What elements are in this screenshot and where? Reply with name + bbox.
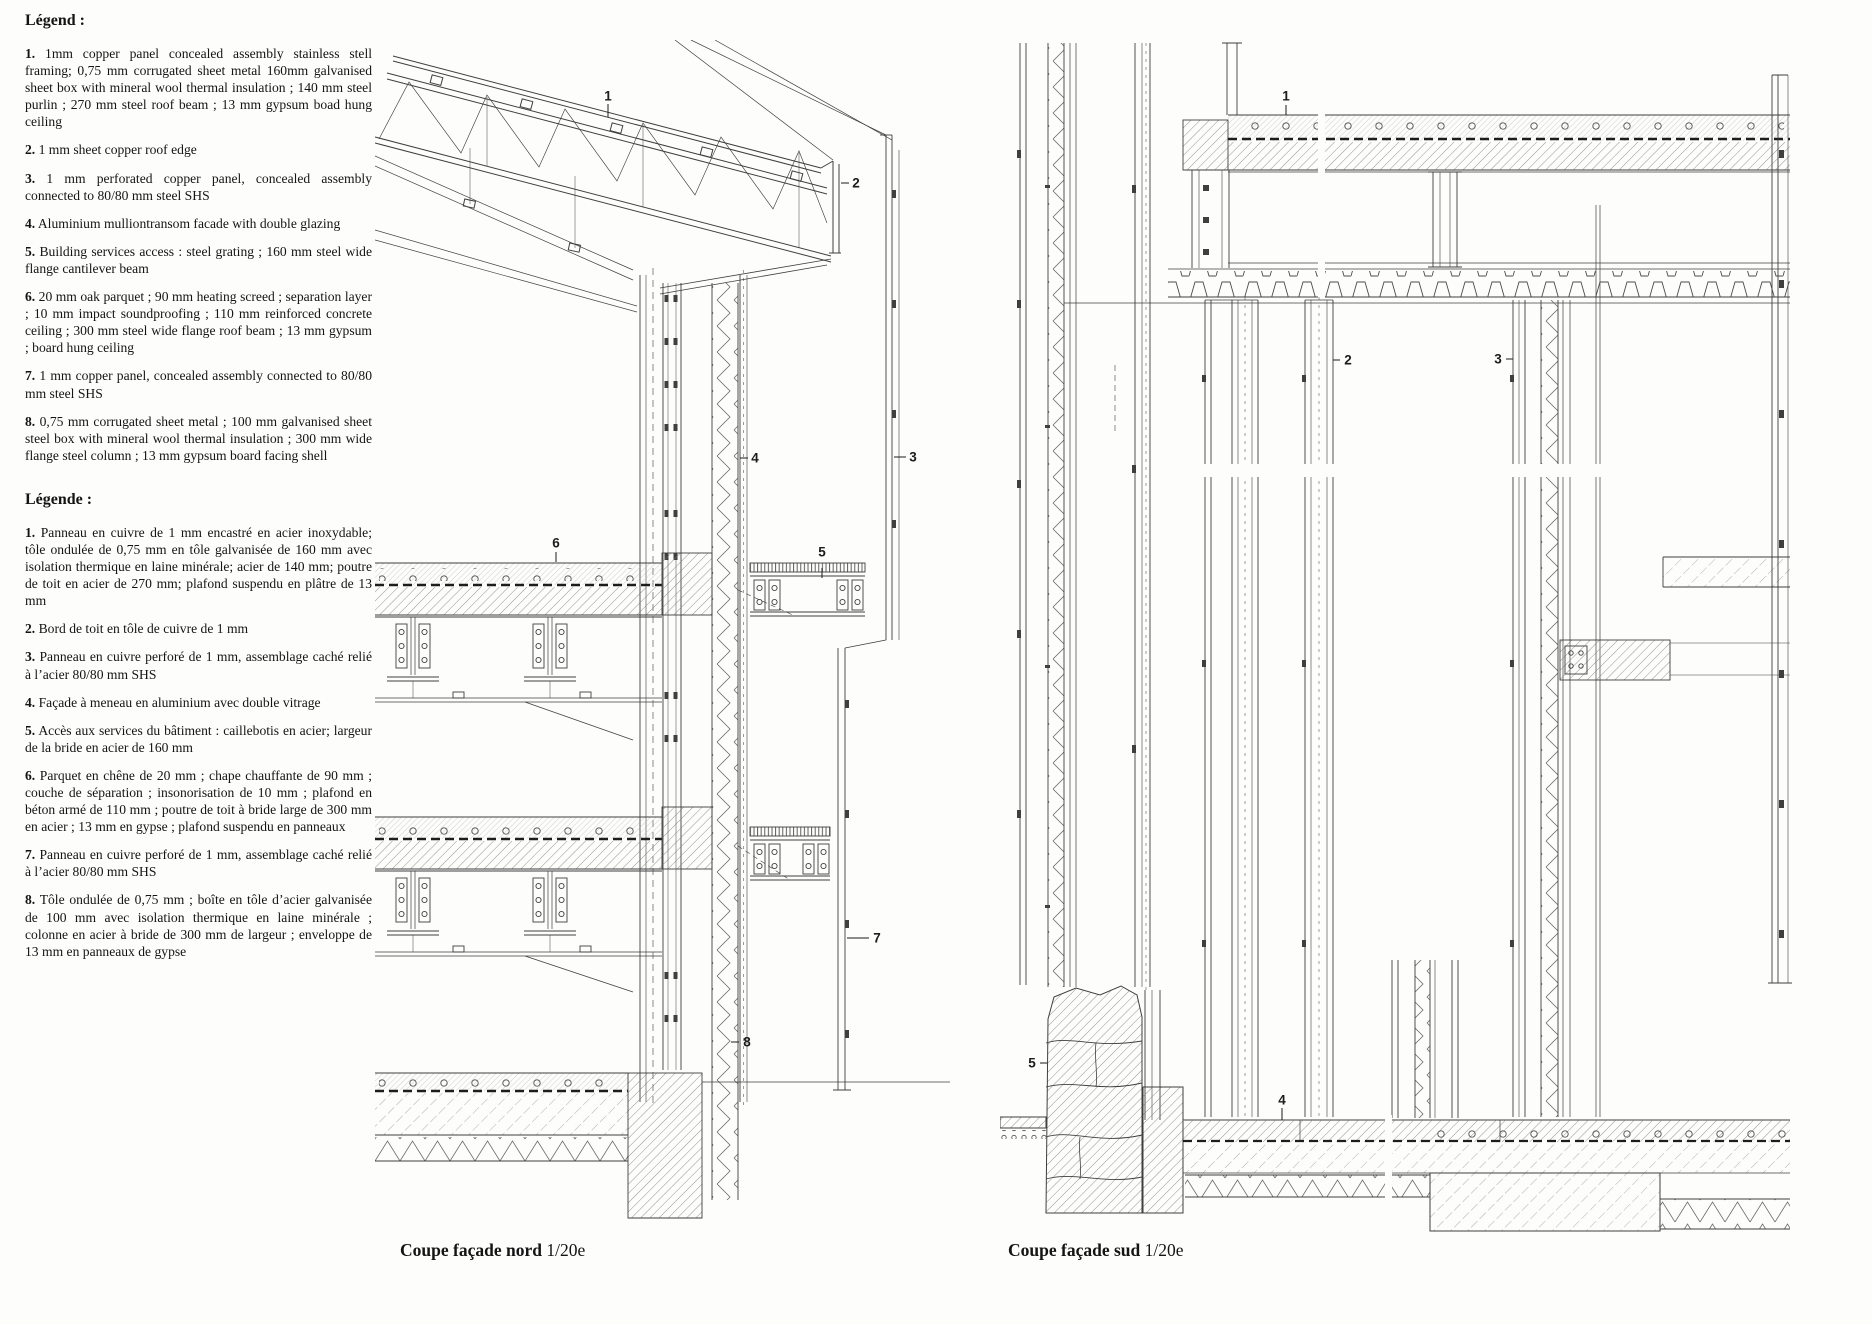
caption-south-title: Coupe façade sud [1008,1240,1141,1260]
callout-nord-7: 7 [873,930,881,946]
screen-clips [1779,150,1784,938]
callout-sud-5: 5 [1028,1055,1036,1071]
item-number: 5. [25,243,36,259]
callout-nord-1: 1 [604,88,612,104]
item-number: 2. [25,142,36,158]
item-text: Aluminium mulliontransom facade with double glazing [37,215,341,231]
item-number: 3. [25,170,36,186]
legend-fr-item-7 [25,846,372,880]
legend-en-item-5 [25,243,372,277]
item-text: Building services access : steel grating ; 160 mm steel wide flange cantilever beam [25,243,372,276]
item-number: 1. [25,524,36,540]
item-number: 5. [25,722,36,738]
callout-nord-8: 8 [743,1034,751,1050]
callout-nord-4: 4 [751,450,759,466]
item-text: Bord de toit en tôle de cuivre de 1 mm [38,621,249,637]
item-text: Accès aux services du bâtiment : caillebotis en acier; largeur de la bride en acier de 160 mm [25,722,372,755]
mullion-clips [1202,375,1514,947]
callout-sud-4: 4 [1278,1092,1286,1108]
item-text: 1mm copper panel concealed assembly stainless stell framing; 0,75 mm corrugated sheet metal 160mm galvanised sheet box with mineral wool thermal insulation ; 140 mm steel purlin ; 270 mm steel roof beam ; 13 mm gypsum boad hung ceiling [25,46,372,130]
ground-slab [375,1073,950,1218]
caption-north-scale: 1/20e [546,1240,586,1260]
legend-fr-item-6 [25,767,372,835]
legend-en-heading: Légend : [25,12,85,29]
legend-en-item-7 [25,367,372,401]
legend-fr-item-1 [25,524,372,609]
legend-en-item-3 [25,170,372,204]
callout-sud-2: 2 [1344,352,1352,368]
callout-nord-3: 3 [909,449,917,465]
legend-en-item-1 [25,45,372,130]
caption-north [400,1240,585,1261]
callout-nord-5: 5 [818,544,826,560]
item-number: 3. [25,649,36,665]
item-number: 8. [25,413,36,429]
legend-fr-item-2 [25,620,372,637]
legend-en-item-4 [25,215,372,232]
item-number: 4. [25,694,36,710]
legend-fr-item-8 [25,891,372,959]
leader-lines [1040,105,1513,1120]
item-number: 2. [25,621,36,637]
legend-en-item-6 [25,288,372,356]
item-text: Parquet en chêne de 20 mm ; chape chauffante de 90 mm ; couche de séparation ; insonorisation de 10 mm ; plafond en béton armé de 110 mm ; poutre de toit à bride large de 300 mm en acier ; 13 mm en gypse ; plafond suspendu en panneaux [25,767,372,835]
caption-south-scale: 1/20e [1144,1240,1184,1260]
item-text: 1 mm copper panel, concealed assembly connected to 80/80 mm steel SHS [25,368,373,401]
legend-fr-item-3 [25,648,372,682]
section-north-drawing [375,40,955,1250]
item-text: 0,75 mm corrugated sheet metal ; 100 mm galvanised sheet steel box with mineral wool thermal insulation ; 300 mm wide flange steel column ; 13 mm gypsum board facing shell [25,413,372,463]
legend-fr-item-4 [25,694,372,711]
caption-south [1008,1240,1184,1261]
legend-en-item-8 [25,413,372,464]
floor-slab-2 [375,807,830,956]
item-text: 1 mm perforated copper panel, concealed assembly connected to 80/80 mm steel SHS [25,170,372,203]
glazing-wall [1145,205,1606,1121]
column-bolts [665,295,678,1022]
item-number: 6. [25,767,36,783]
item-number: 7. [25,847,36,863]
item-number: 4. [25,215,36,231]
item-text: Panneau en cuivre perforé de 1 mm, assemblage caché relié à l’acier 80/80 mm SHS [25,649,372,682]
beam-bolt-plates [396,624,567,668]
left-wall-assembly [1017,43,1150,993]
screen-clips [845,190,896,1038]
ground-zone [1000,986,1790,1235]
item-number: 1. [25,46,36,61]
item-text: Tôle ondulée de 0,75 mm ; boîte en tôle d’acier galvanisée de 100 mm avec isolation thermique en laine minérale ; colonne en acier à bride de 300 mm de largeur ; enveloppe de 13 mm en panneaux de gypse [25,892,373,959]
legend-fr-heading: Légende : [25,490,93,508]
legend-fr-item-5 [25,722,372,756]
caption-north-title: Coupe façade nord [400,1240,542,1260]
right-side-elements [1560,75,1792,983]
section-south-drawing [1000,35,1800,1250]
item-text: Panneau en cuivre perforé de 1 mm, assemblage caché relié à l’acier 80/80 mm SHS [25,847,372,880]
item-number: 7. [25,368,36,384]
item-text: 20 mm oak parquet ; 90 mm heating screed ; separation layer ; 10 mm impact soundproofing ; 110 mm reinforced concrete ceiling ; 300 mm steel wide flange roof beam ; 13 mm gypsum ; board hung ceiling [25,289,372,356]
callout-sud-1: 1 [1282,88,1290,104]
facade-wall-assembly [640,135,899,1200]
callout-nord-6: 6 [552,535,560,551]
item-text: Panneau en cuivre de 1 mm encastré en acier inoxydable; tôle ondulée de 0,75 mm en tôle galvanisée de 160 mm avec isolation thermique en laine minérale; acier de 140 mm; poutre de toit en acier de 270 mm; plafond suspendu en plâtre de 13 mm [25,524,372,609]
legend-panel [25,12,372,971]
item-text: 1 mm sheet copper roof edge [38,142,197,158]
beam-bolt-plates [396,878,567,922]
roof-slab [1064,43,1790,303]
item-number: 6. [25,289,36,305]
item-number: 8. [25,892,36,908]
item-text: Façade à meneau en aluminium avec double vitrage [38,694,321,710]
wall-insulation [712,283,738,1200]
callout-nord-2: 2 [852,175,860,191]
legend-en-item-2 [25,141,372,158]
floor-slab-1 [375,553,865,702]
callout-sud-3: 3 [1494,351,1502,367]
